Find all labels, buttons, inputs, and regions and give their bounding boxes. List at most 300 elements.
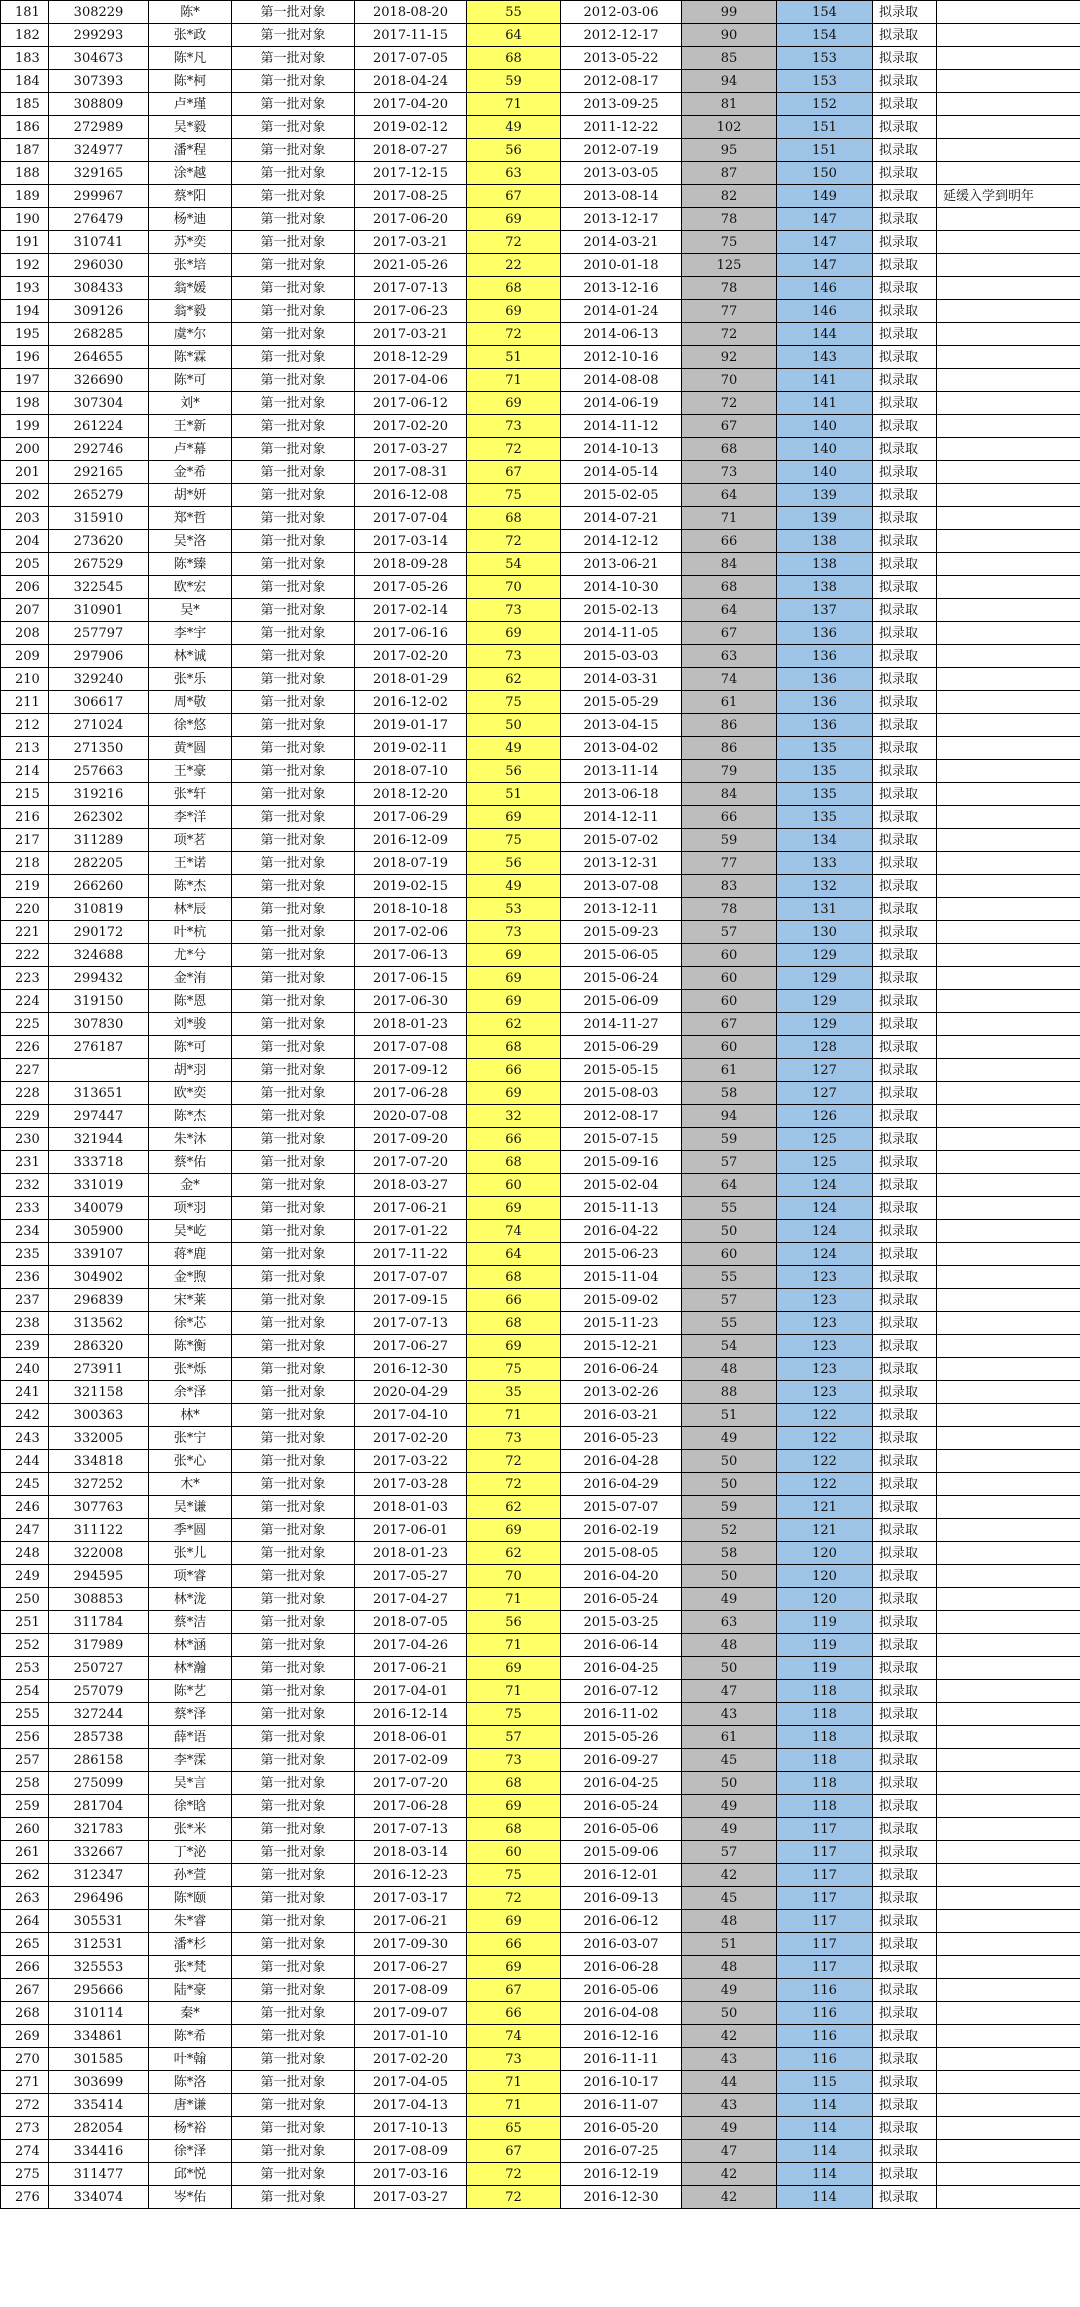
row-number-cell: 254	[1, 1680, 49, 1703]
name-cell: 吴*洛	[149, 530, 232, 553]
table-row	[1, 1381, 1080, 1404]
table-row	[1, 1335, 1080, 1358]
batch-cell: 第一批对象	[232, 967, 355, 990]
date-cell: 2016-12-16	[561, 2025, 682, 2048]
note-cell	[937, 714, 1080, 737]
record-id-cell: 290172	[49, 921, 149, 944]
record-id-cell: 308809	[49, 93, 149, 116]
row-number-cell: 185	[1, 93, 49, 116]
total-cell: 131	[777, 898, 873, 921]
row-number-cell: 215	[1, 783, 49, 806]
total-cell: 140	[777, 438, 873, 461]
row-number-cell: 217	[1, 829, 49, 852]
total-cell: 119	[777, 1634, 873, 1657]
score-cell: 49	[467, 875, 561, 898]
date-cell: 2016-09-13	[561, 1887, 682, 1910]
birth-date-cell: 2017-08-09	[355, 1979, 467, 2002]
batch-cell: 第一批对象	[232, 1105, 355, 1128]
score-cell: 68	[467, 47, 561, 70]
birth-date-cell: 2020-07-08	[355, 1105, 467, 1128]
date-cell: 2014-05-14	[561, 461, 682, 484]
name-cell: 刘*骏	[149, 1013, 232, 1036]
row-number-cell: 220	[1, 898, 49, 921]
note-cell	[937, 346, 1080, 369]
total-cell: 118	[777, 1680, 873, 1703]
total-cell: 141	[777, 369, 873, 392]
date-cell: 2016-11-11	[561, 2048, 682, 2071]
record-id-cell: 322008	[49, 1542, 149, 1565]
points-cell: 60	[682, 1243, 777, 1266]
score-cell: 73	[467, 1427, 561, 1450]
batch-cell: 第一批对象	[232, 1197, 355, 1220]
note-cell	[937, 461, 1080, 484]
table-row	[1, 1289, 1080, 1312]
table-row	[1, 2048, 1080, 2071]
row-number-cell: 184	[1, 70, 49, 93]
date-cell: 2016-11-07	[561, 2094, 682, 2117]
batch-cell: 第一批对象	[232, 1634, 355, 1657]
record-id-cell: 335414	[49, 2094, 149, 2117]
note-cell	[937, 967, 1080, 990]
table-row	[1, 1979, 1080, 2002]
name-cell: 岑*佑	[149, 2186, 232, 2209]
date-cell: 2014-08-08	[561, 369, 682, 392]
points-cell: 61	[682, 1726, 777, 1749]
table-row	[1, 645, 1080, 668]
status-cell: 拟录取	[873, 668, 937, 691]
record-id-cell: 327252	[49, 1473, 149, 1496]
name-cell: 陈*洛	[149, 2071, 232, 2094]
table-row	[1, 2025, 1080, 2048]
batch-cell: 第一批对象	[232, 944, 355, 967]
score-cell: 71	[467, 93, 561, 116]
points-cell: 72	[682, 323, 777, 346]
note-cell	[937, 944, 1080, 967]
row-number-cell: 183	[1, 47, 49, 70]
note-cell	[937, 1864, 1080, 1887]
note-cell	[937, 2186, 1080, 2209]
table-row	[1, 1266, 1080, 1289]
status-cell: 拟录取	[873, 2117, 937, 2140]
status-cell: 拟录取	[873, 1013, 937, 1036]
note-cell	[937, 116, 1080, 139]
date-cell: 2012-12-17	[561, 24, 682, 47]
table-row	[1, 1818, 1080, 1841]
date-cell: 2013-04-02	[561, 737, 682, 760]
note-cell	[937, 2117, 1080, 2140]
batch-cell: 第一批对象	[232, 1404, 355, 1427]
total-cell: 147	[777, 254, 873, 277]
date-cell: 2013-02-26	[561, 1381, 682, 1404]
points-cell: 50	[682, 1565, 777, 1588]
points-cell: 58	[682, 1542, 777, 1565]
record-id-cell: 264655	[49, 346, 149, 369]
total-cell: 119	[777, 1657, 873, 1680]
note-cell	[937, 1197, 1080, 1220]
status-cell: 拟录取	[873, 714, 937, 737]
total-cell: 117	[777, 1910, 873, 1933]
status-cell: 拟录取	[873, 1289, 937, 1312]
record-id-cell: 319150	[49, 990, 149, 1013]
birth-date-cell: 2017-04-01	[355, 1680, 467, 1703]
name-cell: 丁*泌	[149, 1841, 232, 1864]
name-cell: 张*儿	[149, 1542, 232, 1565]
total-cell: 135	[777, 783, 873, 806]
score-cell: 75	[467, 691, 561, 714]
table-row	[1, 783, 1080, 806]
score-cell: 62	[467, 1542, 561, 1565]
date-cell: 2016-12-30	[561, 2186, 682, 2209]
status-cell: 拟录取	[873, 576, 937, 599]
note-cell	[937, 760, 1080, 783]
row-number-cell: 247	[1, 1519, 49, 1542]
table-row	[1, 1795, 1080, 1818]
note-cell	[937, 645, 1080, 668]
status-cell: 拟录取	[873, 1565, 937, 1588]
date-cell: 2013-04-15	[561, 714, 682, 737]
birth-date-cell: 2020-04-29	[355, 1381, 467, 1404]
birth-date-cell: 2017-06-28	[355, 1795, 467, 1818]
status-cell: 拟录取	[873, 2094, 937, 2117]
table-row	[1, 2002, 1080, 2025]
name-cell: 卢*瑾	[149, 93, 232, 116]
total-cell: 136	[777, 691, 873, 714]
birth-date-cell: 2017-06-29	[355, 806, 467, 829]
name-cell: 陈*霖	[149, 346, 232, 369]
record-id-cell: 321158	[49, 1381, 149, 1404]
batch-cell: 第一批对象	[232, 2002, 355, 2025]
row-number-cell: 260	[1, 1818, 49, 1841]
row-number-cell: 232	[1, 1174, 49, 1197]
table-row	[1, 829, 1080, 852]
record-id-cell: 334818	[49, 1450, 149, 1473]
table-row	[1, 1864, 1080, 1887]
score-cell: 56	[467, 852, 561, 875]
batch-cell: 第一批对象	[232, 1887, 355, 1910]
name-cell: 张*烁	[149, 1358, 232, 1381]
note-cell	[937, 484, 1080, 507]
record-id-cell: 310114	[49, 2002, 149, 2025]
points-cell: 64	[682, 1174, 777, 1197]
table-row	[1, 1312, 1080, 1335]
date-cell: 2016-04-20	[561, 1565, 682, 1588]
record-id-cell: 311784	[49, 1611, 149, 1634]
status-cell: 拟录取	[873, 1519, 937, 1542]
table-row	[1, 346, 1080, 369]
total-cell: 132	[777, 875, 873, 898]
record-id-cell: 339107	[49, 1243, 149, 1266]
record-id-cell: 305900	[49, 1220, 149, 1243]
name-cell: 季*圆	[149, 1519, 232, 1542]
table-row	[1, 1174, 1080, 1197]
batch-cell: 第一批对象	[232, 1611, 355, 1634]
total-cell: 153	[777, 70, 873, 93]
date-cell: 2013-12-11	[561, 898, 682, 921]
points-cell: 42	[682, 2163, 777, 2186]
status-cell: 拟录取	[873, 70, 937, 93]
row-number-cell: 258	[1, 1772, 49, 1795]
note-cell	[937, 1703, 1080, 1726]
points-cell: 49	[682, 1795, 777, 1818]
total-cell: 127	[777, 1059, 873, 1082]
note-cell	[937, 2002, 1080, 2025]
batch-cell: 第一批对象	[232, 93, 355, 116]
name-cell: 蔡*泽	[149, 1703, 232, 1726]
name-cell: 欧*奕	[149, 1082, 232, 1105]
record-id-cell: 332005	[49, 1427, 149, 1450]
batch-cell: 第一批对象	[232, 1933, 355, 1956]
birth-date-cell: 2017-02-14	[355, 599, 467, 622]
status-cell: 拟录取	[873, 1427, 937, 1450]
score-cell: 51	[467, 783, 561, 806]
table-row	[1, 1956, 1080, 1979]
date-cell: 2013-03-05	[561, 162, 682, 185]
score-cell: 66	[467, 2002, 561, 2025]
score-cell: 71	[467, 1680, 561, 1703]
table-row	[1, 2163, 1080, 2186]
note-cell	[937, 1174, 1080, 1197]
record-id-cell: 327244	[49, 1703, 149, 1726]
birth-date-cell: 2017-09-20	[355, 1128, 467, 1151]
status-cell: 拟录取	[873, 2071, 937, 2094]
status-cell: 拟录取	[873, 1979, 937, 2002]
name-cell: 潘*杉	[149, 1933, 232, 1956]
status-cell: 拟录取	[873, 231, 937, 254]
total-cell: 149	[777, 185, 873, 208]
table-row	[1, 1519, 1080, 1542]
score-cell: 59	[467, 70, 561, 93]
row-number-cell: 245	[1, 1473, 49, 1496]
note-cell	[937, 1565, 1080, 1588]
status-cell: 拟录取	[873, 484, 937, 507]
date-cell: 2015-11-04	[561, 1266, 682, 1289]
points-cell: 78	[682, 208, 777, 231]
table-row	[1, 1128, 1080, 1151]
row-number-cell: 236	[1, 1266, 49, 1289]
status-cell: 拟录取	[873, 24, 937, 47]
name-cell: 王*诺	[149, 852, 232, 875]
score-cell: 72	[467, 1450, 561, 1473]
record-id-cell: 306617	[49, 691, 149, 714]
points-cell: 73	[682, 461, 777, 484]
total-cell: 123	[777, 1312, 873, 1335]
note-cell	[937, 2163, 1080, 2186]
points-cell: 49	[682, 2117, 777, 2140]
note-cell	[937, 1381, 1080, 1404]
date-cell: 2016-05-24	[561, 1588, 682, 1611]
name-cell: 王*新	[149, 415, 232, 438]
total-cell: 114	[777, 2117, 873, 2140]
status-cell: 拟录取	[873, 2025, 937, 2048]
points-cell: 72	[682, 392, 777, 415]
date-cell: 2013-11-14	[561, 760, 682, 783]
record-id-cell: 292165	[49, 461, 149, 484]
table-row	[1, 1404, 1080, 1427]
status-cell: 拟录取	[873, 346, 937, 369]
batch-cell: 第一批对象	[232, 898, 355, 921]
status-cell: 拟录取	[873, 1887, 937, 1910]
table-row	[1, 369, 1080, 392]
total-cell: 118	[777, 1703, 873, 1726]
total-cell: 118	[777, 1726, 873, 1749]
batch-cell: 第一批对象	[232, 1680, 355, 1703]
record-id-cell: 262302	[49, 806, 149, 829]
batch-cell: 第一批对象	[232, 484, 355, 507]
birth-date-cell: 2018-06-01	[355, 1726, 467, 1749]
note-cell	[937, 553, 1080, 576]
record-id-cell: 310741	[49, 231, 149, 254]
record-id-cell: 307393	[49, 70, 149, 93]
status-cell: 拟录取	[873, 852, 937, 875]
row-number-cell: 221	[1, 921, 49, 944]
birth-date-cell: 2018-01-29	[355, 668, 467, 691]
status-cell: 拟录取	[873, 1772, 937, 1795]
row-number-cell: 212	[1, 714, 49, 737]
points-cell: 45	[682, 1749, 777, 1772]
score-cell: 66	[467, 1933, 561, 1956]
birth-date-cell: 2017-11-15	[355, 24, 467, 47]
record-id-cell: 307830	[49, 1013, 149, 1036]
date-cell: 2016-06-14	[561, 1634, 682, 1657]
name-cell: 苏*奕	[149, 231, 232, 254]
date-cell: 2012-08-17	[561, 70, 682, 93]
note-cell: 延缓入学到明年	[937, 185, 1080, 208]
row-number-cell: 274	[1, 2140, 49, 2163]
total-cell: 123	[777, 1335, 873, 1358]
total-cell: 152	[777, 93, 873, 116]
row-number-cell: 275	[1, 2163, 49, 2186]
table-row	[1, 806, 1080, 829]
batch-cell: 第一批对象	[232, 1450, 355, 1473]
table-row	[1, 1726, 1080, 1749]
date-cell: 2015-06-05	[561, 944, 682, 967]
status-cell: 拟录取	[873, 1404, 937, 1427]
score-cell: 71	[467, 369, 561, 392]
batch-cell: 第一批对象	[232, 806, 355, 829]
name-cell: 金*洧	[149, 967, 232, 990]
table-row	[1, 1680, 1080, 1703]
status-cell: 拟录取	[873, 944, 937, 967]
record-id-cell: 310819	[49, 898, 149, 921]
record-id-cell: 272989	[49, 116, 149, 139]
record-id-cell: 310901	[49, 599, 149, 622]
note-cell	[937, 1542, 1080, 1565]
record-id-cell: 271350	[49, 737, 149, 760]
row-number-cell: 225	[1, 1013, 49, 1036]
table-row	[1, 1105, 1080, 1128]
table-row	[1, 392, 1080, 415]
total-cell: 122	[777, 1404, 873, 1427]
total-cell: 125	[777, 1151, 873, 1174]
total-cell: 151	[777, 139, 873, 162]
date-cell: 2011-12-22	[561, 116, 682, 139]
status-cell: 拟录取	[873, 783, 937, 806]
points-cell: 68	[682, 576, 777, 599]
points-cell: 70	[682, 369, 777, 392]
batch-cell: 第一批对象	[232, 1, 355, 24]
table-row	[1, 668, 1080, 691]
birth-date-cell: 2017-02-20	[355, 645, 467, 668]
points-cell: 79	[682, 760, 777, 783]
note-cell	[937, 47, 1080, 70]
date-cell: 2015-12-21	[561, 1335, 682, 1358]
record-id-cell: 296030	[49, 254, 149, 277]
record-id-cell: 300363	[49, 1404, 149, 1427]
total-cell: 122	[777, 1427, 873, 1450]
note-cell	[937, 1105, 1080, 1128]
row-number-cell: 248	[1, 1542, 49, 1565]
total-cell: 129	[777, 1013, 873, 1036]
total-cell: 129	[777, 990, 873, 1013]
points-cell: 42	[682, 1864, 777, 1887]
name-cell: 陈*艺	[149, 1680, 232, 1703]
date-cell: 2015-07-15	[561, 1128, 682, 1151]
birth-date-cell: 2016-12-14	[355, 1703, 467, 1726]
points-cell: 68	[682, 438, 777, 461]
row-number-cell: 243	[1, 1427, 49, 1450]
row-number-cell: 208	[1, 622, 49, 645]
note-cell	[937, 829, 1080, 852]
points-cell: 60	[682, 967, 777, 990]
row-number-cell: 230	[1, 1128, 49, 1151]
birth-date-cell: 2019-02-11	[355, 737, 467, 760]
total-cell: 114	[777, 2186, 873, 2209]
name-cell: 郑*哲	[149, 507, 232, 530]
points-cell: 125	[682, 254, 777, 277]
table-row	[1, 461, 1080, 484]
total-cell: 140	[777, 461, 873, 484]
note-cell	[937, 1289, 1080, 1312]
table-row	[1, 323, 1080, 346]
points-cell: 77	[682, 852, 777, 875]
record-id-cell: 296839	[49, 1289, 149, 1312]
batch-cell: 第一批对象	[232, 1979, 355, 2002]
note-cell	[937, 1358, 1080, 1381]
record-id-cell: 312531	[49, 1933, 149, 1956]
name-cell: 张*米	[149, 1818, 232, 1841]
record-id-cell: 297447	[49, 1105, 149, 1128]
points-cell: 64	[682, 484, 777, 507]
score-cell: 62	[467, 1013, 561, 1036]
points-cell: 50	[682, 2002, 777, 2025]
batch-cell: 第一批对象	[232, 1013, 355, 1036]
name-cell: 周*敬	[149, 691, 232, 714]
score-cell: 75	[467, 484, 561, 507]
batch-cell: 第一批对象	[232, 323, 355, 346]
batch-cell: 第一批对象	[232, 162, 355, 185]
note-cell	[937, 24, 1080, 47]
record-id-cell: 309126	[49, 300, 149, 323]
name-cell: 叶*杭	[149, 921, 232, 944]
total-cell: 138	[777, 530, 873, 553]
table-row	[1, 1, 1080, 24]
birth-date-cell: 2017-07-05	[355, 47, 467, 70]
birth-date-cell: 2017-06-28	[355, 1082, 467, 1105]
birth-date-cell: 2017-06-27	[355, 1335, 467, 1358]
note-cell	[937, 139, 1080, 162]
points-cell: 58	[682, 1082, 777, 1105]
table-row	[1, 553, 1080, 576]
note-cell	[937, 1657, 1080, 1680]
birth-date-cell: 2017-06-21	[355, 1197, 467, 1220]
points-cell: 48	[682, 1634, 777, 1657]
status-cell: 拟录取	[873, 1933, 937, 1956]
total-cell: 123	[777, 1266, 873, 1289]
birth-date-cell: 2018-04-24	[355, 70, 467, 93]
total-cell: 125	[777, 1128, 873, 1151]
points-cell: 63	[682, 1611, 777, 1634]
birth-date-cell: 2017-07-13	[355, 277, 467, 300]
